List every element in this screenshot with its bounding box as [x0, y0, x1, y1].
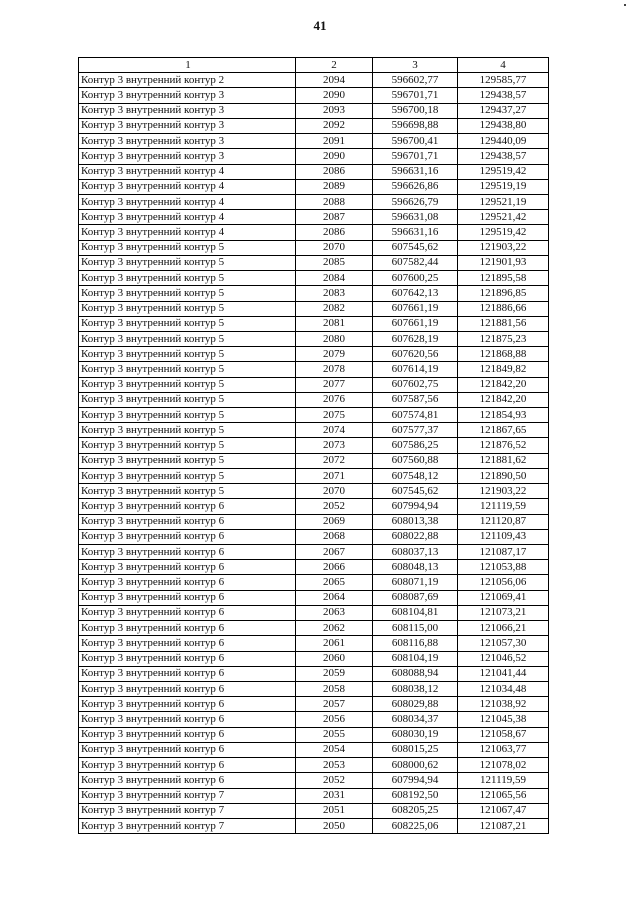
x-coordinate-cell: 608087,69 — [373, 590, 458, 605]
table-row — [79, 271, 549, 286]
table-row — [79, 818, 549, 833]
point-number-cell: 2085 — [296, 255, 373, 270]
y-coordinate-cell: 121087,21 — [458, 818, 549, 833]
contour-name-cell: Контур 3 внутренний контур 5 — [79, 255, 296, 270]
contour-name-cell: Контур 3 внутренний контур 6 — [79, 590, 296, 605]
x-coordinate-cell: 596700,18 — [373, 103, 458, 118]
point-number-cell: 2072 — [296, 453, 373, 468]
x-coordinate-cell: 607586,25 — [373, 438, 458, 453]
point-number-cell: 2074 — [296, 423, 373, 438]
x-coordinate-cell: 607661,19 — [373, 316, 458, 331]
y-coordinate-cell: 129519,42 — [458, 164, 549, 179]
point-number-cell: 2065 — [296, 575, 373, 590]
x-coordinate-cell: 596626,79 — [373, 194, 458, 209]
contour-name-cell: Контур 3 внутренний контур 6 — [79, 621, 296, 636]
scan-speck — [624, 4, 626, 6]
y-coordinate-cell: 121903,22 — [458, 484, 549, 499]
contour-name-cell: Контур 3 внутренний контур 5 — [79, 271, 296, 286]
y-coordinate-cell: 121065,56 — [458, 788, 549, 803]
point-number-cell: 2070 — [296, 484, 373, 499]
table-row — [79, 331, 549, 346]
point-number-cell: 2031 — [296, 788, 373, 803]
contour-name-cell: Контур 3 внутренний контур 6 — [79, 545, 296, 560]
contour-name-cell: Контур 3 внутренний контур 4 — [79, 225, 296, 240]
y-coordinate-cell: 121038,92 — [458, 697, 549, 712]
y-coordinate-cell: 121057,30 — [458, 636, 549, 651]
table-row — [79, 377, 549, 392]
x-coordinate-cell: 608104,81 — [373, 605, 458, 620]
point-number-cell: 2058 — [296, 681, 373, 696]
y-coordinate-cell: 121901,93 — [458, 255, 549, 270]
contour-name-cell: Контур 3 внутренний контур 3 — [79, 103, 296, 118]
contour-name-cell: Контур 3 внутренний контур 6 — [79, 575, 296, 590]
point-number-cell: 2081 — [296, 316, 373, 331]
point-number-cell: 2051 — [296, 803, 373, 818]
table-row — [79, 636, 549, 651]
contour-name-cell: Контур 3 внутренний контур 6 — [79, 636, 296, 651]
column-header-3: 3 — [373, 58, 458, 73]
x-coordinate-cell: 607545,62 — [373, 484, 458, 499]
point-number-cell: 2069 — [296, 514, 373, 529]
x-coordinate-cell: 608115,00 — [373, 621, 458, 636]
contour-name-cell: Контур 3 внутренний контур 6 — [79, 712, 296, 727]
x-coordinate-cell: 607661,19 — [373, 301, 458, 316]
contour-name-cell: Контур 3 внутренний контур 6 — [79, 758, 296, 773]
point-number-cell: 2093 — [296, 103, 373, 118]
contour-name-cell: Контур 3 внутренний контур 2 — [79, 73, 296, 88]
x-coordinate-cell: 596701,71 — [373, 149, 458, 164]
point-number-cell: 2071 — [296, 468, 373, 483]
table-row — [79, 134, 549, 149]
table-row — [79, 484, 549, 499]
contour-name-cell: Контур 3 внутренний контур 6 — [79, 697, 296, 712]
table-row — [79, 316, 549, 331]
contour-name-cell: Контур 3 внутренний контур 5 — [79, 423, 296, 438]
y-coordinate-cell: 121053,88 — [458, 560, 549, 575]
table-header-row — [79, 58, 549, 73]
contour-name-cell: Контур 3 внутренний контур 5 — [79, 286, 296, 301]
y-coordinate-cell: 129521,19 — [458, 194, 549, 209]
x-coordinate-cell: 596631,16 — [373, 225, 458, 240]
x-coordinate-cell: 608029,88 — [373, 697, 458, 712]
y-coordinate-cell: 121119,59 — [458, 773, 549, 788]
table-row — [79, 560, 549, 575]
y-coordinate-cell: 121886,66 — [458, 301, 549, 316]
x-coordinate-cell: 608205,25 — [373, 803, 458, 818]
y-coordinate-cell: 121119,59 — [458, 499, 549, 514]
x-coordinate-cell: 608015,25 — [373, 742, 458, 757]
contour-name-cell: Контур 3 внутренний контур 3 — [79, 118, 296, 133]
table-row — [79, 179, 549, 194]
y-coordinate-cell: 121867,65 — [458, 423, 549, 438]
coordinates-table-body — [79, 58, 549, 834]
table-row — [79, 575, 549, 590]
table-row — [79, 499, 549, 514]
point-number-cell: 2053 — [296, 758, 373, 773]
point-number-cell: 2066 — [296, 560, 373, 575]
table-row — [79, 225, 549, 240]
y-coordinate-cell: 121881,56 — [458, 316, 549, 331]
table-row — [79, 788, 549, 803]
table-row — [79, 590, 549, 605]
contour-name-cell: Контур 3 внутренний контур 6 — [79, 666, 296, 681]
y-coordinate-cell: 121875,23 — [458, 331, 549, 346]
y-coordinate-cell: 121903,22 — [458, 240, 549, 255]
contour-name-cell: Контур 3 внутренний контур 5 — [79, 377, 296, 392]
x-coordinate-cell: 608000,62 — [373, 758, 458, 773]
contour-name-cell: Контур 3 внутренний контур 5 — [79, 392, 296, 407]
y-coordinate-cell: 129519,19 — [458, 179, 549, 194]
point-number-cell: 2094 — [296, 73, 373, 88]
x-coordinate-cell: 607600,25 — [373, 271, 458, 286]
contour-name-cell: Контур 3 внутренний контур 4 — [79, 210, 296, 225]
y-coordinate-cell: 121063,77 — [458, 742, 549, 757]
x-coordinate-cell: 596698,88 — [373, 118, 458, 133]
point-number-cell: 2092 — [296, 118, 373, 133]
y-coordinate-cell: 121895,58 — [458, 271, 549, 286]
contour-name-cell: Контур 3 внутренний контур 6 — [79, 560, 296, 575]
x-coordinate-cell: 607577,37 — [373, 423, 458, 438]
x-coordinate-cell: 608038,12 — [373, 681, 458, 696]
contour-name-cell: Контур 3 внутренний контур 4 — [79, 194, 296, 209]
contour-name-cell: Контур 3 внутренний контур 6 — [79, 605, 296, 620]
x-coordinate-cell: 608034,37 — [373, 712, 458, 727]
point-number-cell: 2063 — [296, 605, 373, 620]
point-number-cell: 2084 — [296, 271, 373, 286]
x-coordinate-cell: 608030,19 — [373, 727, 458, 742]
x-coordinate-cell: 607628,19 — [373, 331, 458, 346]
y-coordinate-cell: 121073,21 — [458, 605, 549, 620]
point-number-cell: 2068 — [296, 529, 373, 544]
y-coordinate-cell: 129437,27 — [458, 103, 549, 118]
table-row — [79, 727, 549, 742]
x-coordinate-cell: 596631,08 — [373, 210, 458, 225]
y-coordinate-cell: 121041,44 — [458, 666, 549, 681]
table-row — [79, 210, 549, 225]
y-coordinate-cell: 121120,87 — [458, 514, 549, 529]
y-coordinate-cell: 121087,17 — [458, 545, 549, 560]
y-coordinate-cell: 121890,50 — [458, 468, 549, 483]
point-number-cell: 2060 — [296, 651, 373, 666]
x-coordinate-cell: 607642,13 — [373, 286, 458, 301]
y-coordinate-cell: 121066,21 — [458, 621, 549, 636]
point-number-cell: 2076 — [296, 392, 373, 407]
contour-name-cell: Контур 3 внутренний контур 7 — [79, 803, 296, 818]
x-coordinate-cell: 607545,62 — [373, 240, 458, 255]
contour-name-cell: Контур 3 внутренний контур 6 — [79, 651, 296, 666]
table-row — [79, 712, 549, 727]
contour-name-cell: Контур 3 внутренний контур 7 — [79, 818, 296, 833]
y-coordinate-cell: 121849,82 — [458, 362, 549, 377]
x-coordinate-cell: 596701,71 — [373, 88, 458, 103]
x-coordinate-cell: 607574,81 — [373, 408, 458, 423]
y-coordinate-cell: 129440,09 — [458, 134, 549, 149]
point-number-cell: 2090 — [296, 88, 373, 103]
x-coordinate-cell: 607994,94 — [373, 499, 458, 514]
table-row — [79, 651, 549, 666]
x-coordinate-cell: 596602,77 — [373, 73, 458, 88]
x-coordinate-cell: 596626,86 — [373, 179, 458, 194]
point-number-cell: 2075 — [296, 408, 373, 423]
table-row — [79, 468, 549, 483]
y-coordinate-cell: 121034,48 — [458, 681, 549, 696]
table-row — [79, 545, 549, 560]
x-coordinate-cell: 607620,56 — [373, 347, 458, 362]
x-coordinate-cell: 608116,88 — [373, 636, 458, 651]
point-number-cell: 2067 — [296, 545, 373, 560]
point-number-cell: 2061 — [296, 636, 373, 651]
point-number-cell: 2064 — [296, 590, 373, 605]
contour-name-cell: Контур 3 внутренний контур 5 — [79, 240, 296, 255]
contour-name-cell: Контур 3 внутренний контур 7 — [79, 788, 296, 803]
y-coordinate-cell: 129585,77 — [458, 73, 549, 88]
contour-name-cell: Контур 3 внутренний контур 6 — [79, 727, 296, 742]
x-coordinate-cell: 608225,06 — [373, 818, 458, 833]
x-coordinate-cell: 607602,75 — [373, 377, 458, 392]
y-coordinate-cell: 121058,67 — [458, 727, 549, 742]
x-coordinate-cell: 596700,41 — [373, 134, 458, 149]
contour-name-cell: Контур 3 внутренний контур 6 — [79, 529, 296, 544]
contour-name-cell: Контур 3 внутренний контур 4 — [79, 164, 296, 179]
point-number-cell: 2090 — [296, 149, 373, 164]
point-number-cell: 2086 — [296, 164, 373, 179]
table-row — [79, 621, 549, 636]
point-number-cell: 2079 — [296, 347, 373, 362]
point-number-cell: 2057 — [296, 697, 373, 712]
y-coordinate-cell: 121069,41 — [458, 590, 549, 605]
table-row — [79, 149, 549, 164]
table-row — [79, 255, 549, 270]
table-row — [79, 453, 549, 468]
x-coordinate-cell: 607582,44 — [373, 255, 458, 270]
table-row — [79, 194, 549, 209]
contour-name-cell: Контур 3 внутренний контур 5 — [79, 316, 296, 331]
point-number-cell: 2054 — [296, 742, 373, 757]
contour-name-cell: Контур 3 внутренний контур 5 — [79, 301, 296, 316]
x-coordinate-cell: 607994,94 — [373, 773, 458, 788]
table-row — [79, 758, 549, 773]
point-number-cell: 2089 — [296, 179, 373, 194]
y-coordinate-cell: 121067,47 — [458, 803, 549, 818]
x-coordinate-cell: 608022,88 — [373, 529, 458, 544]
table-row — [79, 605, 549, 620]
contour-name-cell: Контур 3 внутренний контур 3 — [79, 134, 296, 149]
y-coordinate-cell: 129438,80 — [458, 118, 549, 133]
table-row — [79, 697, 549, 712]
column-header-2: 2 — [296, 58, 373, 73]
point-number-cell: 2055 — [296, 727, 373, 742]
table-row — [79, 666, 549, 681]
contour-name-cell: Контур 3 внутренний контур 6 — [79, 742, 296, 757]
point-number-cell: 2086 — [296, 225, 373, 240]
y-coordinate-cell: 121046,52 — [458, 651, 549, 666]
contour-name-cell: Контур 3 внутренний контур 4 — [79, 179, 296, 194]
y-coordinate-cell: 129521,42 — [458, 210, 549, 225]
x-coordinate-cell: 607614,19 — [373, 362, 458, 377]
table-row — [79, 240, 549, 255]
table-row — [79, 742, 549, 757]
point-number-cell: 2056 — [296, 712, 373, 727]
y-coordinate-cell: 129438,57 — [458, 88, 549, 103]
column-header-4: 4 — [458, 58, 549, 73]
table-row — [79, 773, 549, 788]
point-number-cell: 2077 — [296, 377, 373, 392]
contour-name-cell: Контур 3 внутренний контур 5 — [79, 468, 296, 483]
x-coordinate-cell: 608048,13 — [373, 560, 458, 575]
point-number-cell: 2087 — [296, 210, 373, 225]
table-row — [79, 681, 549, 696]
point-number-cell: 2082 — [296, 301, 373, 316]
y-coordinate-cell: 121881,62 — [458, 453, 549, 468]
x-coordinate-cell: 596631,16 — [373, 164, 458, 179]
table-row — [79, 73, 549, 88]
contour-name-cell: Контур 3 внутренний контур 6 — [79, 773, 296, 788]
y-coordinate-cell: 129519,42 — [458, 225, 549, 240]
point-number-cell: 2052 — [296, 499, 373, 514]
y-coordinate-cell: 121842,20 — [458, 392, 549, 407]
table-row — [79, 286, 549, 301]
x-coordinate-cell: 608088,94 — [373, 666, 458, 681]
point-number-cell: 2059 — [296, 666, 373, 681]
y-coordinate-cell: 121854,93 — [458, 408, 549, 423]
table-row — [79, 392, 549, 407]
point-number-cell: 2080 — [296, 331, 373, 346]
contour-name-cell: Контур 3 внутренний контур 3 — [79, 88, 296, 103]
x-coordinate-cell: 608071,19 — [373, 575, 458, 590]
table-row — [79, 164, 549, 179]
contour-name-cell: Контур 3 внутренний контур 5 — [79, 438, 296, 453]
x-coordinate-cell: 608013,38 — [373, 514, 458, 529]
table-row — [79, 514, 549, 529]
table-row — [79, 529, 549, 544]
coordinates-table — [78, 57, 549, 834]
y-coordinate-cell: 121045,38 — [458, 712, 549, 727]
y-coordinate-cell: 129438,57 — [458, 149, 549, 164]
contour-name-cell: Контур 3 внутренний контур 5 — [79, 347, 296, 362]
y-coordinate-cell: 121109,43 — [458, 529, 549, 544]
point-number-cell: 2052 — [296, 773, 373, 788]
point-number-cell: 2073 — [296, 438, 373, 453]
x-coordinate-cell: 607560,88 — [373, 453, 458, 468]
contour-name-cell: Контур 3 внутренний контур 6 — [79, 514, 296, 529]
point-number-cell: 2088 — [296, 194, 373, 209]
x-coordinate-cell: 608037,13 — [373, 545, 458, 560]
table-row — [79, 347, 549, 362]
point-number-cell: 2078 — [296, 362, 373, 377]
y-coordinate-cell: 121056,06 — [458, 575, 549, 590]
contour-name-cell: Контур 3 внутренний контур 5 — [79, 484, 296, 499]
point-number-cell: 2091 — [296, 134, 373, 149]
contour-name-cell: Контур 3 внутренний контур 5 — [79, 453, 296, 468]
contour-name-cell: Контур 3 внутренний контур 5 — [79, 408, 296, 423]
table-row — [79, 88, 549, 103]
table-row — [79, 301, 549, 316]
column-header-1: 1 — [79, 58, 296, 73]
point-number-cell: 2062 — [296, 621, 373, 636]
x-coordinate-cell: 607548,12 — [373, 468, 458, 483]
y-coordinate-cell: 121078,02 — [458, 758, 549, 773]
contour-name-cell: Контур 3 внутренний контур 6 — [79, 681, 296, 696]
y-coordinate-cell: 121868,88 — [458, 347, 549, 362]
point-number-cell: 2070 — [296, 240, 373, 255]
page-number: 41 — [313, 18, 327, 33]
table-row — [79, 438, 549, 453]
table-row — [79, 803, 549, 818]
table-row — [79, 362, 549, 377]
table-row — [79, 103, 549, 118]
contour-name-cell: Контур 3 внутренний контур 6 — [79, 499, 296, 514]
y-coordinate-cell: 121896,85 — [458, 286, 549, 301]
contour-name-cell: Контур 3 внутренний контур 5 — [79, 362, 296, 377]
x-coordinate-cell: 607587,56 — [373, 392, 458, 407]
y-coordinate-cell: 121842,20 — [458, 377, 549, 392]
contour-name-cell: Контур 3 внутренний контур 5 — [79, 331, 296, 346]
point-number-cell: 2050 — [296, 818, 373, 833]
table-row — [79, 118, 549, 133]
point-number-cell: 2083 — [296, 286, 373, 301]
x-coordinate-cell: 608104,19 — [373, 651, 458, 666]
table-row — [79, 408, 549, 423]
y-coordinate-cell: 121876,52 — [458, 438, 549, 453]
x-coordinate-cell: 608192,50 — [373, 788, 458, 803]
table-row — [79, 423, 549, 438]
contour-name-cell: Контур 3 внутренний контур 3 — [79, 149, 296, 164]
